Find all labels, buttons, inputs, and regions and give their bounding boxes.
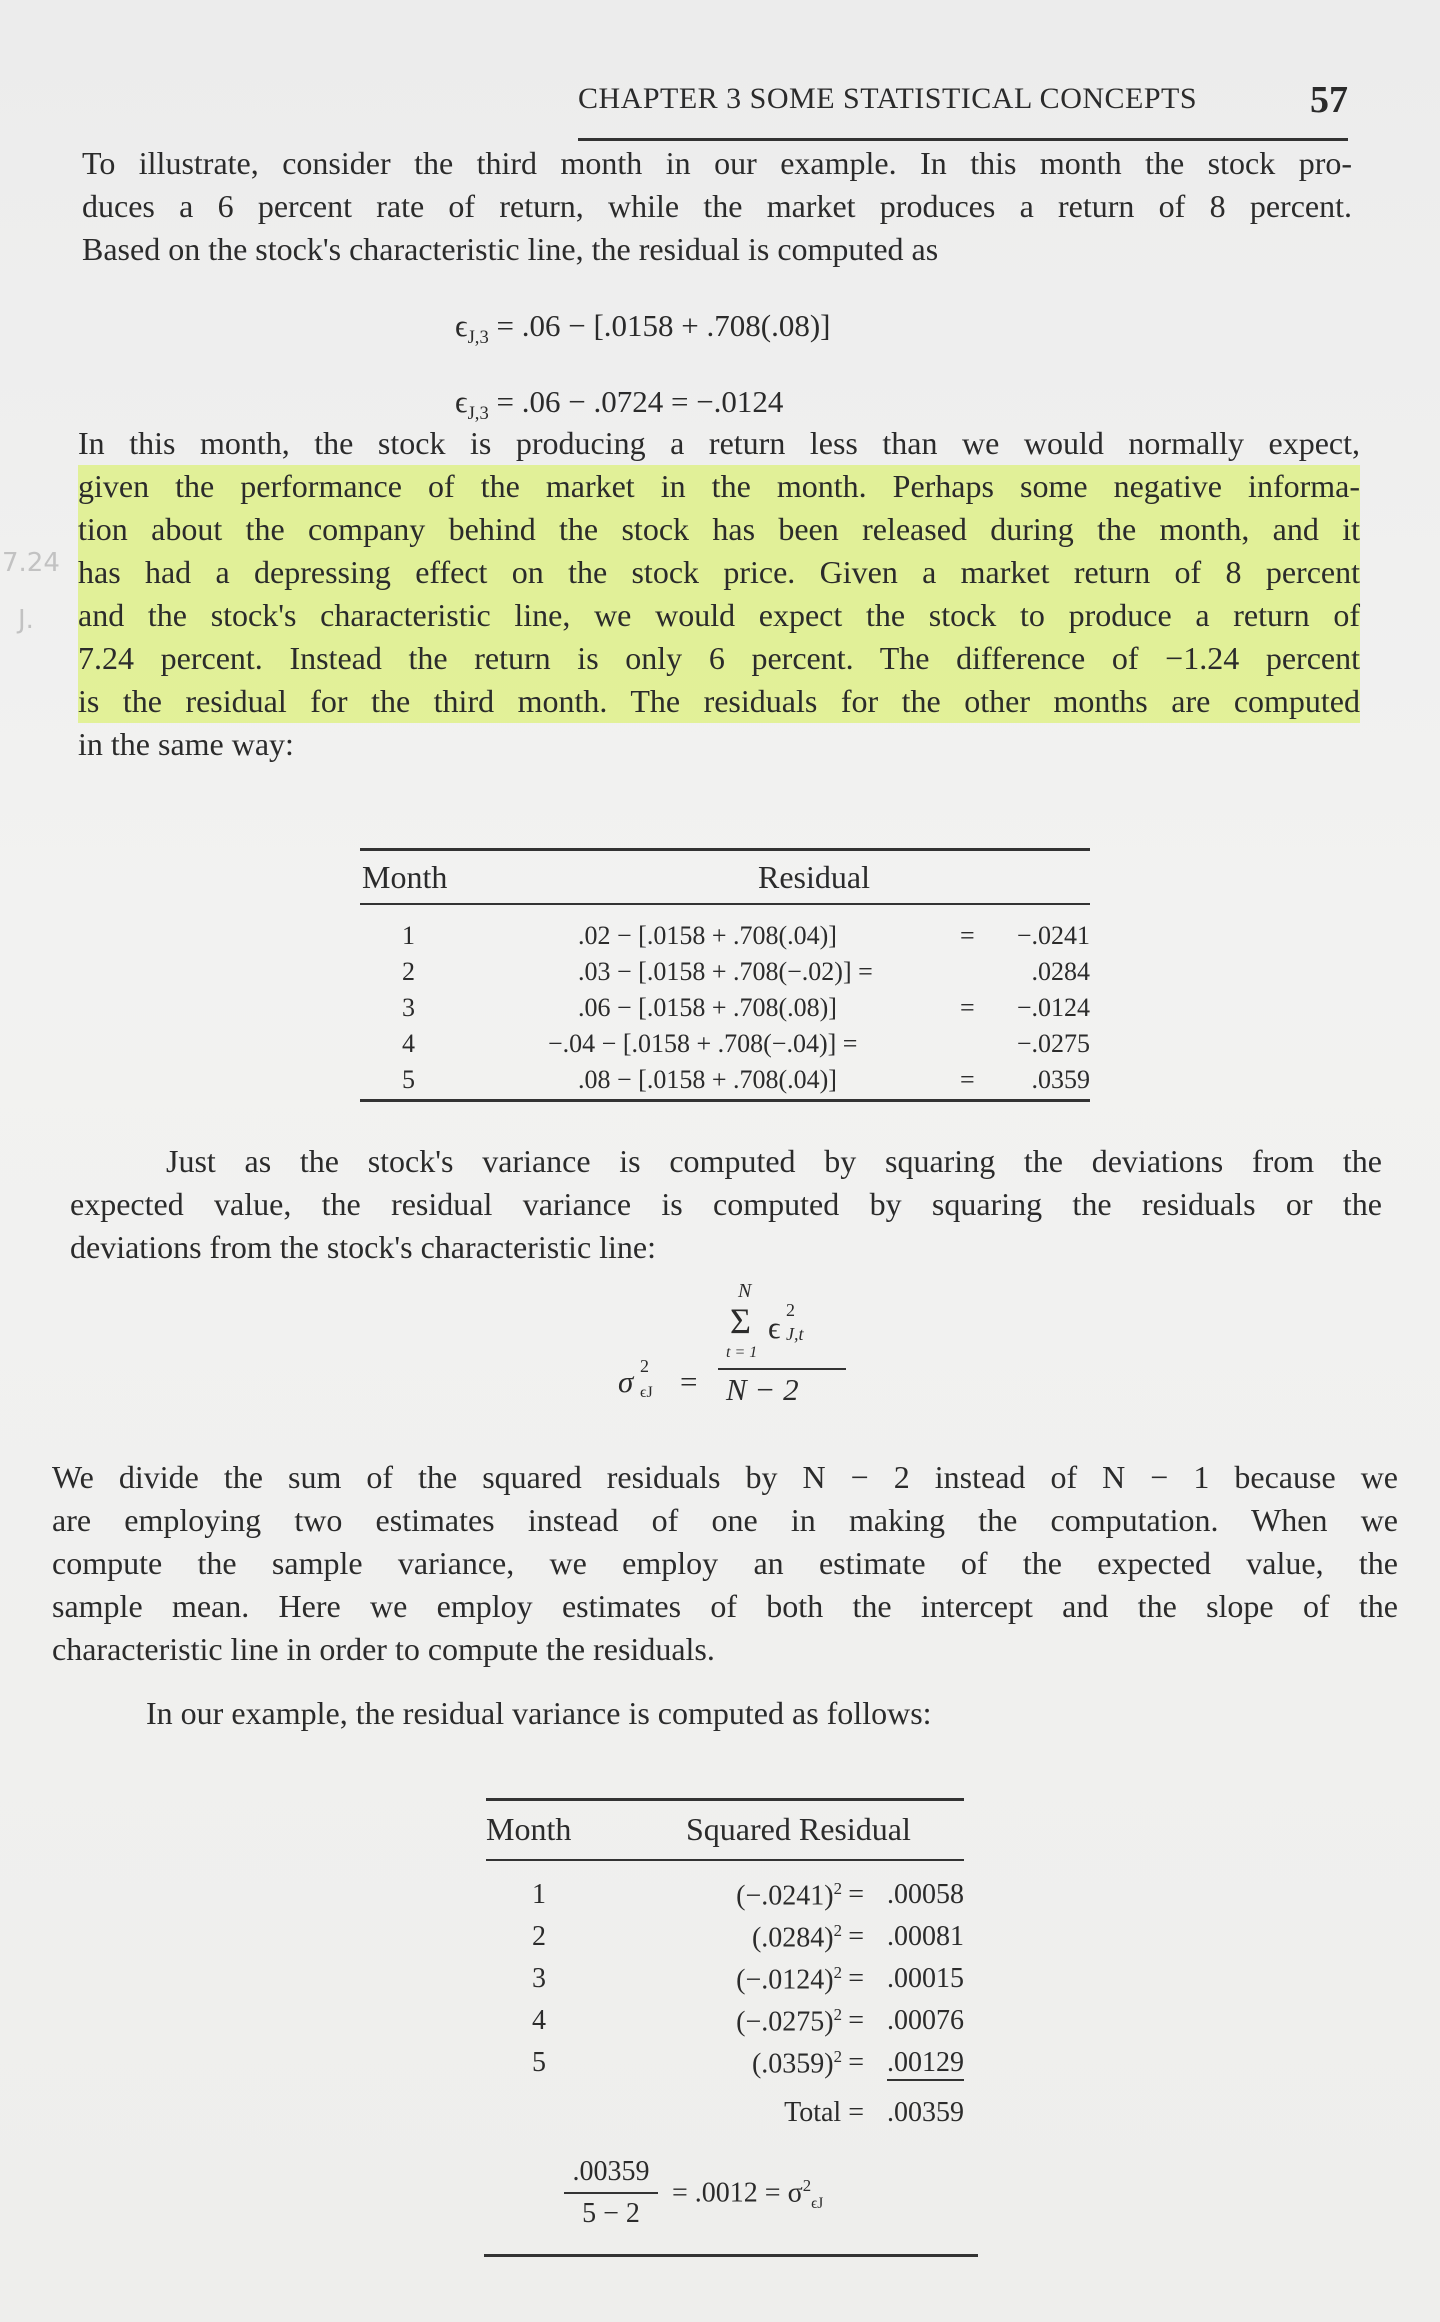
page-number: 57 — [1310, 79, 1348, 121]
table-row: 3 .06 − [.0158 + .708(.08)] = −.0124 — [402, 993, 1090, 1022]
highlighted-line: given the performance of the market in the month. Perhaps some negative informa- — [78, 465, 1360, 508]
equation-residual-2: $\epsilon_{J,3} = .06 - .0724 = -.0124$ — [455, 384, 784, 425]
highlighted-line: has had a depressing effect on the stock price. Given a market return of 8 percent — [78, 551, 1360, 594]
table-header: Month Squared Residual — [486, 1801, 964, 1861]
paragraph-3: Just as the stock's variance is computed by squaring the deviations from the expected value, the residual variance is computed by squaring the residuals or the deviations from the stock's characteristic line: — [70, 1143, 1382, 1265]
paragraph-1: To illustrate, consider the third month in our example. In this month the stock pro- duces a 6 percent rate of return, while the market produces a return of 8 percent. Based on the stock's characteristic line, the residual is computed as — [82, 145, 1352, 267]
fraction-bar — [718, 1368, 846, 1370]
table-row: 5 .08 − [.0158 + .708(.04)] = .0359 — [402, 1065, 1090, 1094]
chapter-title: CHAPTER 3 SOME STATISTICAL CONCEPTS — [578, 82, 1198, 115]
running-head — [578, 78, 1348, 141]
paragraph-4: We divide the sum of the squared residuals by N − 2 instead of N − 1 because we are employing two estimates instead of one in making the computation. When we compute the sample variance, we employ an estimate of the expected value, the sample mean. Here we employ estimates of both the intercept and the slope of the characteristic line in order to compute the residuals. — [52, 1459, 1398, 1667]
table-row: 2 .03 − [.0158 + .708(−.02)] = .0284 — [402, 957, 1090, 986]
highlighted-line: 7.24 percent. Instead the return is only 6 percent. The difference of −1.24 percent — [78, 637, 1360, 680]
paragraph-5: In our example, the residual variance is computed as follows: — [146, 1695, 932, 1731]
margin-note: 7.24 — [2, 548, 60, 578]
final-computation: .00359 5 − 2 = $.0012 = \sigma^2_{\epsilon J}$ — [484, 2150, 978, 2257]
table-row: 1 .02 − [.0158 + .708(.04)] = −.0241 — [402, 921, 1090, 950]
paragraph-2 — [78, 422, 1360, 766]
highlighted-line: tion about the company behind the stock has been released during the month, and it — [78, 508, 1360, 551]
text-line: In this month, the stock is producing a return less than we would normally expect, — [78, 425, 1360, 461]
margin-note: J. — [18, 605, 34, 635]
squared-residual-table: Month Squared Residual 1 $(-.0241)^2$ = .00058 2 $(.0284)^2$ = .00081 3 $(-.0124)^2$ = .00015 4 $(-.0275)^2$ = .00076 5 $(.0359)^2$ = .00129 Total = .00359 — [486, 1798, 964, 2131]
highlighted-line: is the residual for the third month. The residuals for the other months are computed — [78, 680, 1360, 723]
equation-residual-1: $\epsilon_{J,3} = .06 - [.0158 + .708(.08)]$ — [455, 308, 831, 349]
highlighted-line: and the stock's characteristic line, we would expect the stock to produce a return of — [78, 594, 1360, 637]
table-header: Month Residual — [360, 851, 1090, 905]
residual-variance-formula: σ 2 ϵJ = N Σ ϵ 2 J,t t = 1 N − 2 — [610, 1280, 870, 1440]
residual-table — [360, 848, 1090, 1102]
text-line: in the same way: — [78, 726, 294, 762]
table-row: 4 −.04 − [.0158 + .708(−.04)] = −.0275 — [402, 1029, 1090, 1058]
